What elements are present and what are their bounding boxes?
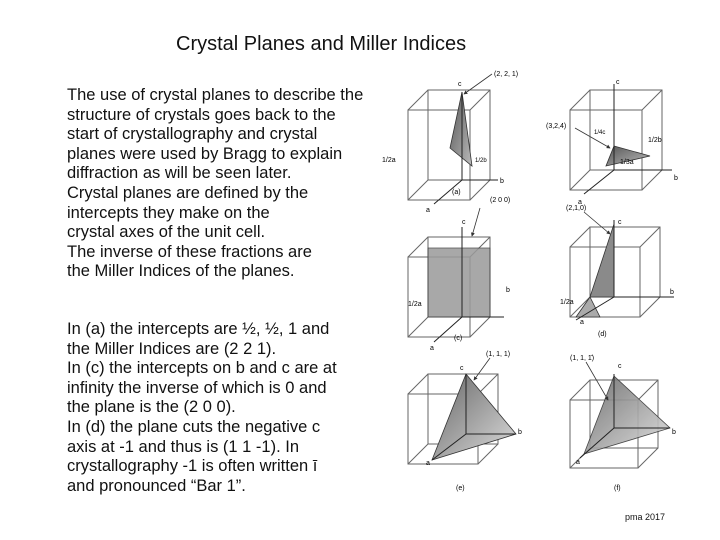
axis-label-a: a <box>426 460 430 467</box>
panel-d <box>560 205 674 338</box>
text-line: The inverse of these fractions are <box>67 242 312 261</box>
panel-a <box>382 71 518 214</box>
plane-11-1 <box>584 376 670 454</box>
plane-200 <box>428 248 490 317</box>
axis-label-a: a <box>576 459 580 466</box>
intercept-label: 1/2b <box>648 137 662 144</box>
plane-221 <box>450 92 472 166</box>
text-line: the Miller Indices are (2 2 1). <box>67 339 277 358</box>
intercept-label: 1/2b <box>475 158 487 164</box>
panel-c <box>408 197 510 352</box>
text-line: start of crystallography and crystal <box>67 125 318 144</box>
axis-label-c: c <box>462 219 466 226</box>
text-line: Crystal planes are defined by the <box>67 183 309 202</box>
panel-caption: (d) <box>598 331 607 338</box>
index-label: (1, 1, 1̄) <box>570 355 595 362</box>
index-label: (3,2,4) <box>546 123 567 130</box>
index-label: (2,1,0) <box>566 205 587 212</box>
text-line: the plane is the (2 0 0). <box>67 398 236 417</box>
panel-caption: (f) <box>614 485 621 492</box>
text-line: In (a) the intercepts are ½, ½, 1 and <box>67 320 330 338</box>
intercept-label: 1/2a <box>408 301 422 308</box>
text-line: diffraction as will be seen later. <box>67 164 292 183</box>
panel-b <box>546 79 678 206</box>
intro-paragraph <box>67 86 363 282</box>
index-label: (1, 1, 1) <box>486 351 511 358</box>
axis-label-c: c <box>460 365 464 372</box>
text-line: The use of crystal planes to describe the <box>67 86 364 104</box>
credit-footer: pma 2017 <box>625 512 666 522</box>
panel-caption: (e) <box>456 485 465 492</box>
text-line: axis at -1 and thus is (1 1 -1). In <box>67 437 300 456</box>
plane-111 <box>432 374 516 460</box>
text-line: and pronounced “Bar 1”. <box>67 476 246 495</box>
panel-e <box>408 351 522 492</box>
examples-paragraph <box>67 320 337 496</box>
text-line: intercepts they make on the <box>67 203 270 222</box>
index-label: (2, 2, 1) <box>494 71 519 78</box>
axis-label-a: a <box>426 207 430 214</box>
axis-label-b: b <box>672 429 676 436</box>
intercept-label: 1/2a <box>560 299 574 306</box>
axis-label-a: a <box>580 319 584 326</box>
intercept-label: 1/4c <box>594 130 606 136</box>
miller-planes-figure <box>380 62 710 502</box>
axis-label-a: a <box>578 199 582 206</box>
axis-label-b: b <box>500 178 504 185</box>
slide-title: Crystal Planes and Miller Indices <box>176 33 467 55</box>
panel-f <box>570 355 676 492</box>
panel-caption: (a) <box>452 189 461 196</box>
axis-label-b: b <box>518 429 522 436</box>
panel-caption: (c) <box>454 335 463 342</box>
axis-label-b: b <box>670 289 674 296</box>
text-line: crystallography -1 is often written ī <box>67 457 318 476</box>
axis-label-b: b <box>506 287 510 294</box>
text-line: In (d) the plane cuts the negative c <box>67 417 321 436</box>
text-line: infinity the inverse of which is 0 and <box>67 378 327 397</box>
axis-label-c: c <box>616 79 620 86</box>
axis-label-c: c <box>618 219 622 226</box>
plane-210 <box>590 224 614 297</box>
axis-label-b: b <box>674 175 678 182</box>
intercept-label: 1/2a <box>382 157 396 164</box>
axis-label-c: c <box>618 363 622 370</box>
text-line: structure of crystals goes back to the <box>67 105 336 124</box>
index-label: (2 0 0) <box>490 197 511 204</box>
text-line: planes were used by Bragg to explain <box>67 144 343 163</box>
text-line: the Miller Indices of the planes. <box>67 262 295 281</box>
intercept-label: 1/3a <box>620 159 634 166</box>
text-line: In (c) the intercepts on b and c are at <box>67 359 337 378</box>
text-line: crystal axes of the unit cell. <box>67 223 266 242</box>
axis-label-c: c <box>458 81 462 88</box>
axis-label-a: a <box>430 345 434 352</box>
